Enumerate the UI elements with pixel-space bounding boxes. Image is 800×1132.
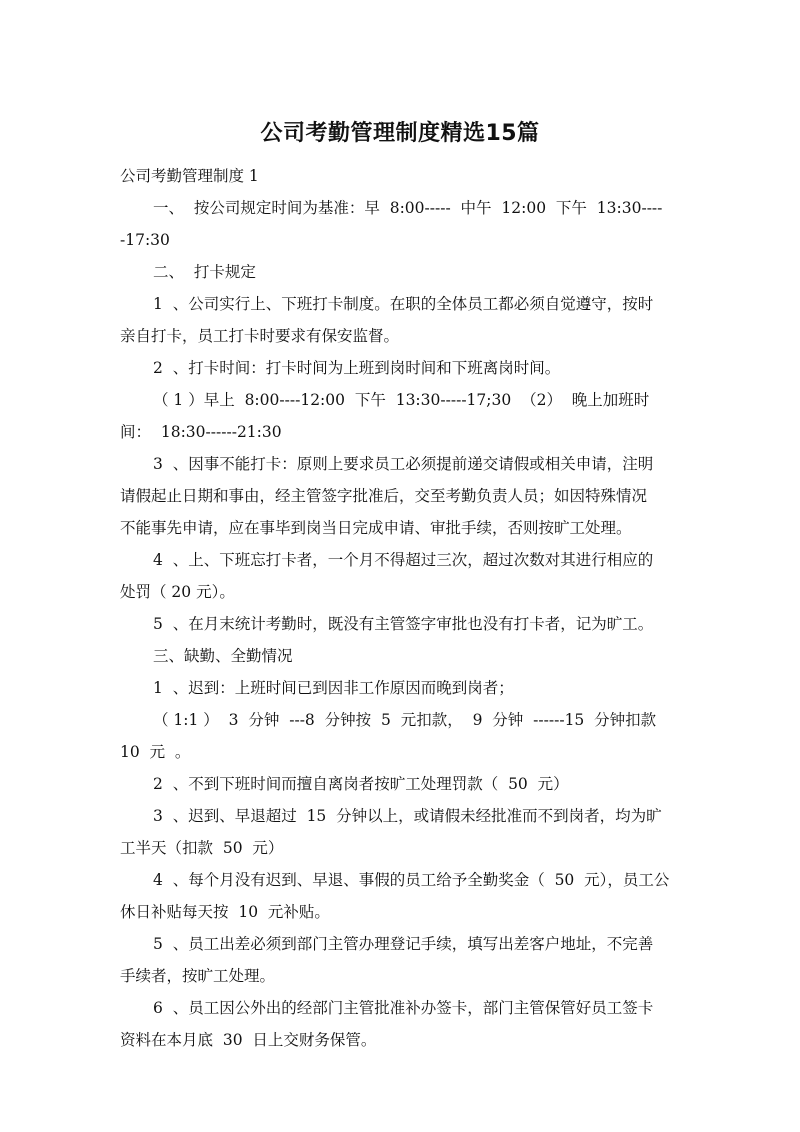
paragraph-line: 手续者，按旷工处理。 <box>120 967 276 985</box>
paragraph-line: -17:30 <box>120 231 170 249</box>
paragraph-line: 3 、因事不能打卡：原则上要求员工必须提前递交请假或相关申请，注明 <box>153 455 654 473</box>
paragraph-line: 4 、每个月没有迟到、早退、事假的员工给予全勤奖金（ 50 元），员工公 <box>153 871 670 889</box>
paragraph-line: 3 、迟到、早退超过 15 分钟以上，或请假未经批准而不到岗者，均为旷 <box>153 807 662 825</box>
paragraph-line: 1 、公司实行上、下班打卡制度。在职的全体员工都必须自觉遵守，按时 <box>153 295 654 313</box>
paragraph-line: 工半天（扣款 50 元） <box>120 839 284 857</box>
document-title: 公司考勤管理制度精选15篇 <box>260 121 540 146</box>
paragraph-line: 4 、上、下班忘打卡者，一个月不得超过三次，超过次数对其进行相应的 <box>153 551 654 569</box>
paragraph-line: 亲自打卡，员工打卡时要求有保安监督。 <box>120 327 400 345</box>
paragraph-line: 二、 打卡规定 <box>153 263 256 281</box>
paragraph-line: （ 1 ）早上 8:00----12:00 下午 13:30-----17;30 （2） 晚上加班时 <box>153 391 650 409</box>
paragraph-line: 间： 18:30------21:30 <box>120 423 282 441</box>
paragraph-line: 2 、不到下班时间而擅自离岗者按旷工处理罚款（ 50 元） <box>153 775 569 793</box>
paragraph-line: 请假起止日期和事由，经主管签字批准后，交至考勤负责人员；如因特殊情况 <box>120 487 648 505</box>
paragraph-line: 处罚（ 20 元）。 <box>120 583 235 601</box>
paragraph-line: 一、 按公司规定时间为基准：早 8:00----- 中午 12:00 下午 13:30---- <box>153 199 663 217</box>
paragraph-line: 5 、在月末统计考勤时，既没有主管签字审批也没有打卡者，记为旷工。 <box>153 615 654 633</box>
paragraph-line: 1 、迟到：上班时间已到因非工作原因而晚到岗者； <box>153 679 514 697</box>
paragraph-line: 2 、打卡时间：打卡时间为上班到岗时间和下班离岗时间。 <box>153 359 561 377</box>
paragraph-line: （ 1:1 ） 3 分钟 ---8 分钟按 5 元扣款， 9 分钟 ------15 分钟扣款 <box>153 711 657 729</box>
section-heading: 公司考勤管理制度 1 <box>120 167 259 185</box>
paragraph-line: 5 、员工出差必须到部门主管办理登记手续，填写出差客户地址，不完善 <box>153 935 654 953</box>
paragraph-line: 10 元 。 <box>120 743 191 761</box>
paragraph-line: 休日补贴每天按 10 元补贴。 <box>120 903 330 921</box>
paragraph-line: 6 、员工因公外出的经部门主管批准补办签卡，部门主管保管好员工签卡 <box>153 999 654 1017</box>
paragraph-line: 资料在本月底 30 日上交财务保管。 <box>120 1031 377 1049</box>
paragraph-line: 不能事先申请，应在事毕到岗当日完成申请、审批手续，否则按旷工处理。 <box>120 519 632 537</box>
paragraph-line: 三、缺勤、全勤情况 <box>153 647 293 665</box>
